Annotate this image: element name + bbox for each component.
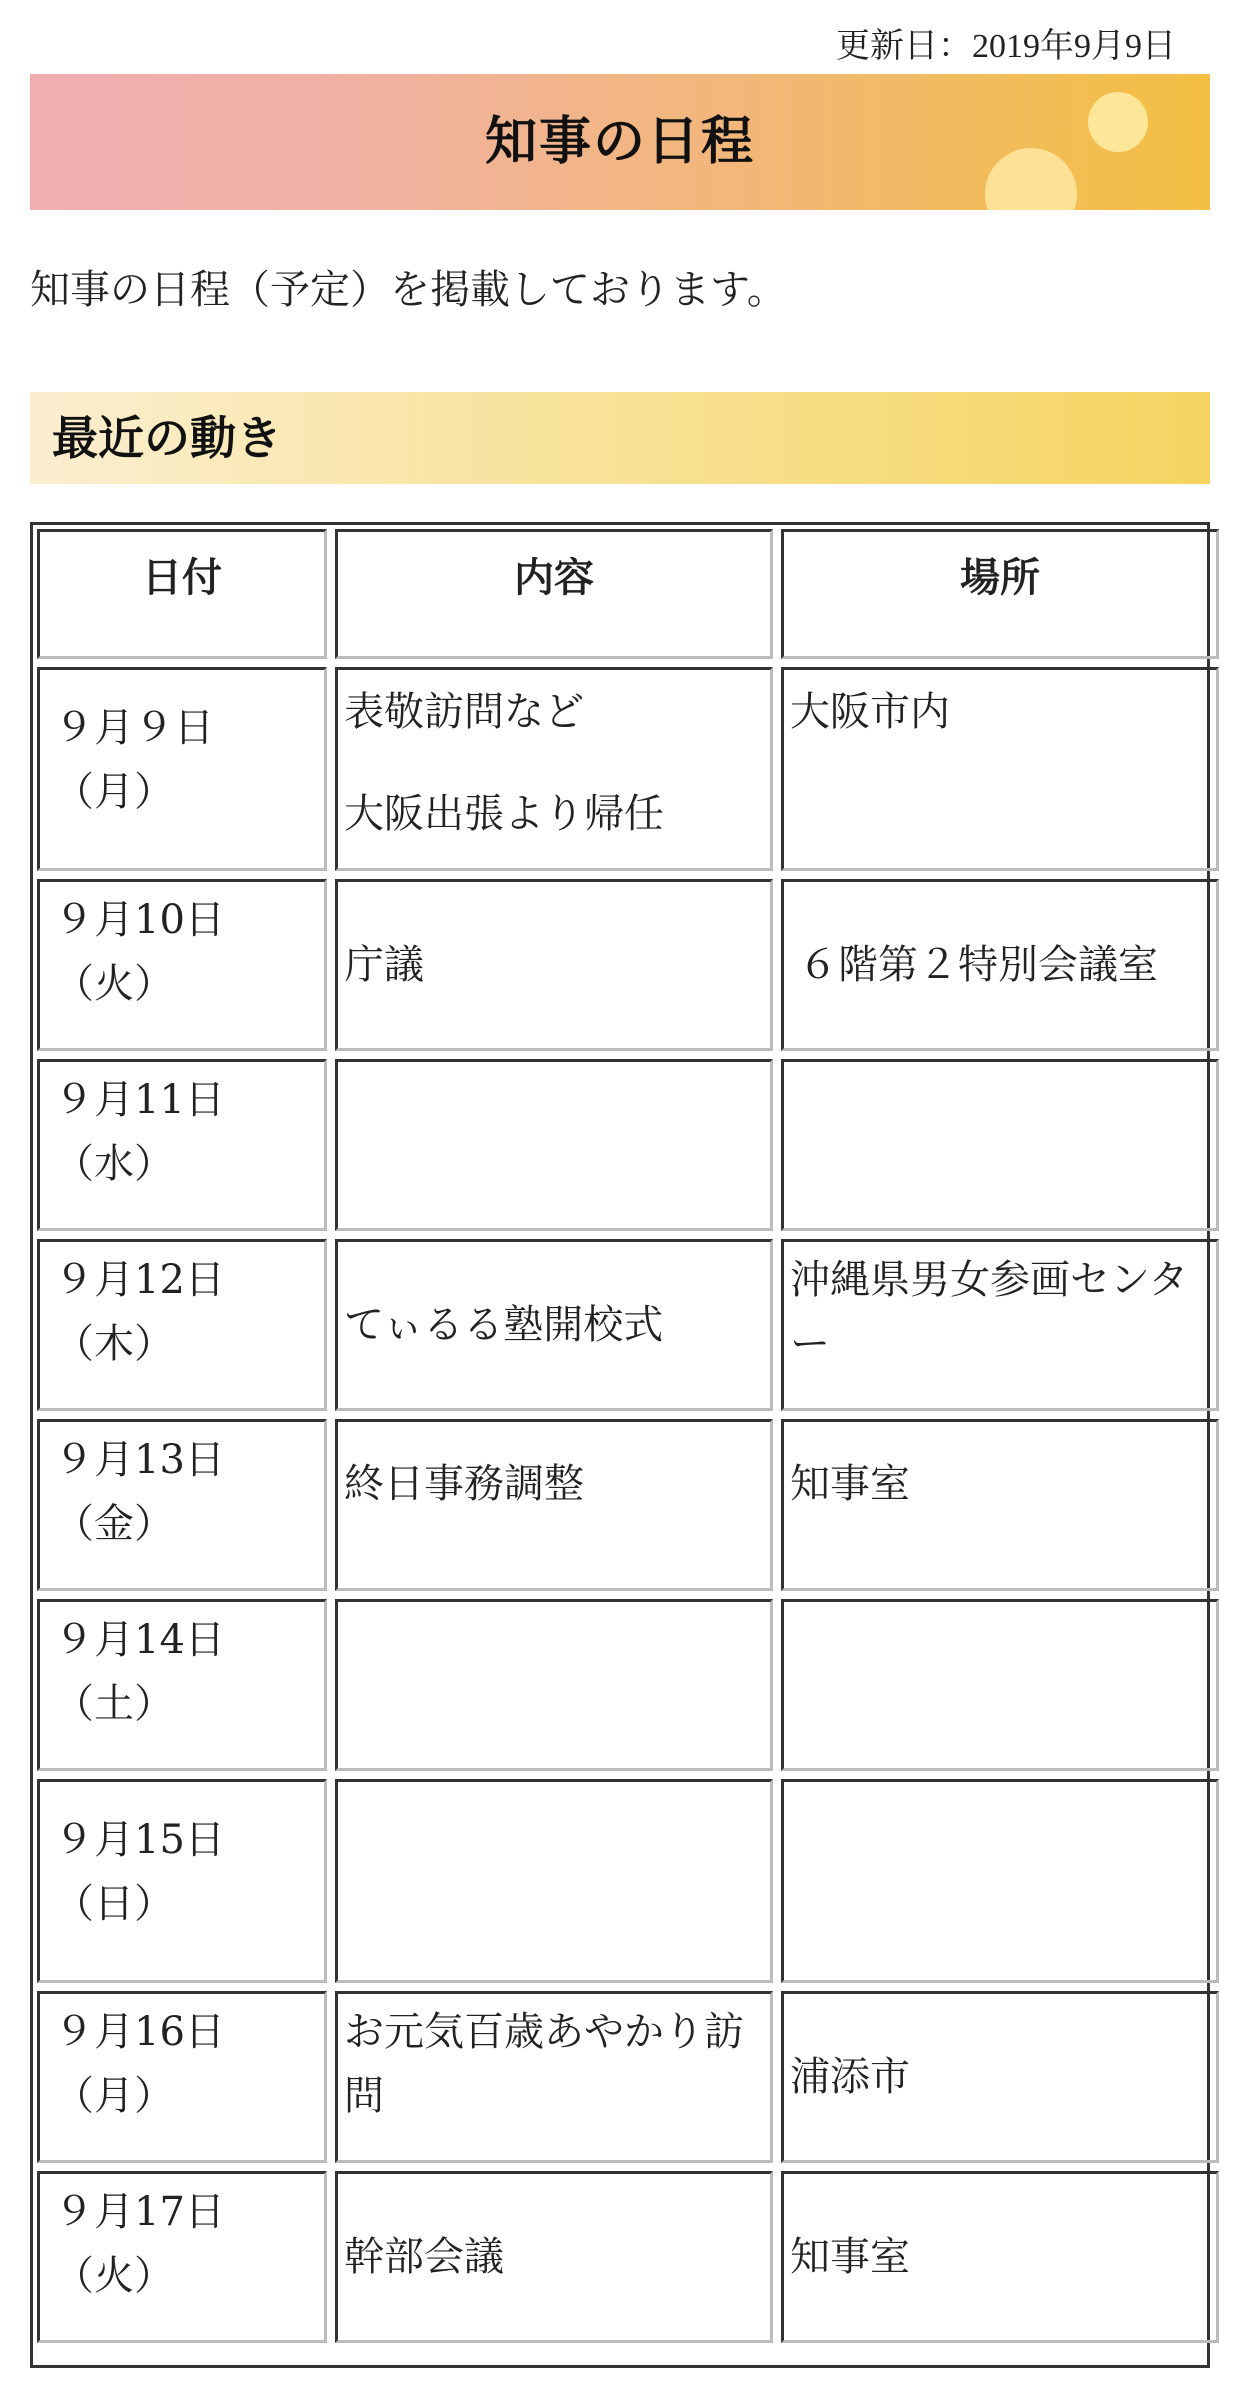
table-row [37,667,1219,871]
content-cell [335,1991,773,2163]
table-row [37,879,1219,1051]
content-cell [335,1059,773,1231]
content-cell [335,1239,773,1411]
weekday-text: （木） [54,1321,174,1367]
weekday-text: （月） [54,2073,174,2119]
date-text: ９月12日 [54,1257,225,1303]
place-cell [781,1991,1219,2163]
content-cell [335,879,773,1051]
header-content: 内容 [335,529,773,659]
date-cell [37,1059,327,1231]
table-row [37,1239,1219,1411]
date-cell [37,667,327,871]
content-cell [335,1599,773,1771]
intro-text: 知事の日程（予定）を掲載しております。 [30,267,787,313]
date-text: ９月９日 [54,705,214,751]
page-title: 知事の日程 [484,111,755,172]
weekday-text: （火） [54,2253,174,2299]
date-text: ９月14日 [54,1617,225,1663]
content-cell [335,667,773,871]
table-row [37,1991,1219,2163]
place-text: 大阪市内 [790,689,950,735]
table-row [37,2171,1219,2343]
schedule-table [29,521,1227,2351]
schedule-table-frame [30,522,1210,2368]
place-cell [781,1239,1219,1411]
table-row [37,1419,1219,1591]
date-text: ９月16日 [54,2009,225,2055]
date-text: ９月10日 [54,897,225,943]
table-row [37,1599,1219,1771]
content-text: お元気百歳あやかり訪問 [344,2009,744,2119]
date-text: ９月15日 [54,1817,225,1863]
content-text: 大阪出張より帰任 [344,791,664,837]
weekday-text: （火） [54,961,174,1007]
title-banner [30,74,1210,210]
section-title: 最近の動き [52,411,282,465]
place-cell [781,667,1219,871]
place-text: 知事室 [790,2234,910,2280]
date-cell [37,2171,327,2343]
weekday-text: （水） [54,1141,174,1187]
date-text: ９月17日 [54,2189,225,2235]
date-cell [37,1239,327,1411]
content-text: 終日事務調整 [344,1461,584,1507]
date-text: ９月11日 [54,1077,225,1123]
weekday-text: （金） [54,1501,174,1547]
content-text: 表敬訪問など [344,689,584,735]
date-cell [37,1599,327,1771]
table-row [37,1779,1219,1983]
date-cell [37,1991,327,2163]
table-header-row [37,529,1219,659]
date-text: ９月13日 [54,1437,225,1483]
place-cell [781,1599,1219,1771]
place-text: 沖縄県男女参画センター [790,1257,1189,1367]
date-cell [37,1419,327,1591]
updated-date: 更新日：2019年9月9日 [836,28,1176,65]
weekday-text: （月） [54,769,174,815]
section-banner [30,392,1210,484]
table-row [37,1059,1219,1231]
place-cell [781,1779,1219,1983]
header-date: 日付 [37,529,327,659]
content-text: 庁議 [344,942,424,988]
date-cell [37,1779,327,1983]
content-cell [335,2171,773,2343]
place-text: 知事室 [790,1461,910,1507]
place-text: 浦添市 [790,2054,910,2100]
date-cell [37,879,327,1051]
place-cell [781,879,1219,1051]
content-text: てぃるる塾開校式 [344,1302,664,1348]
content-cell [335,1779,773,1983]
content-cell [335,1419,773,1591]
place-cell [781,1059,1219,1231]
header-place: 場所 [781,529,1219,659]
weekday-text: （土） [54,1681,174,1727]
content-text: 幹部会議 [344,2234,504,2280]
weekday-text: （日） [54,1881,174,1927]
place-text: ６階第２特別会議室 [798,942,1158,988]
place-cell [781,1419,1219,1591]
place-cell [781,2171,1219,2343]
